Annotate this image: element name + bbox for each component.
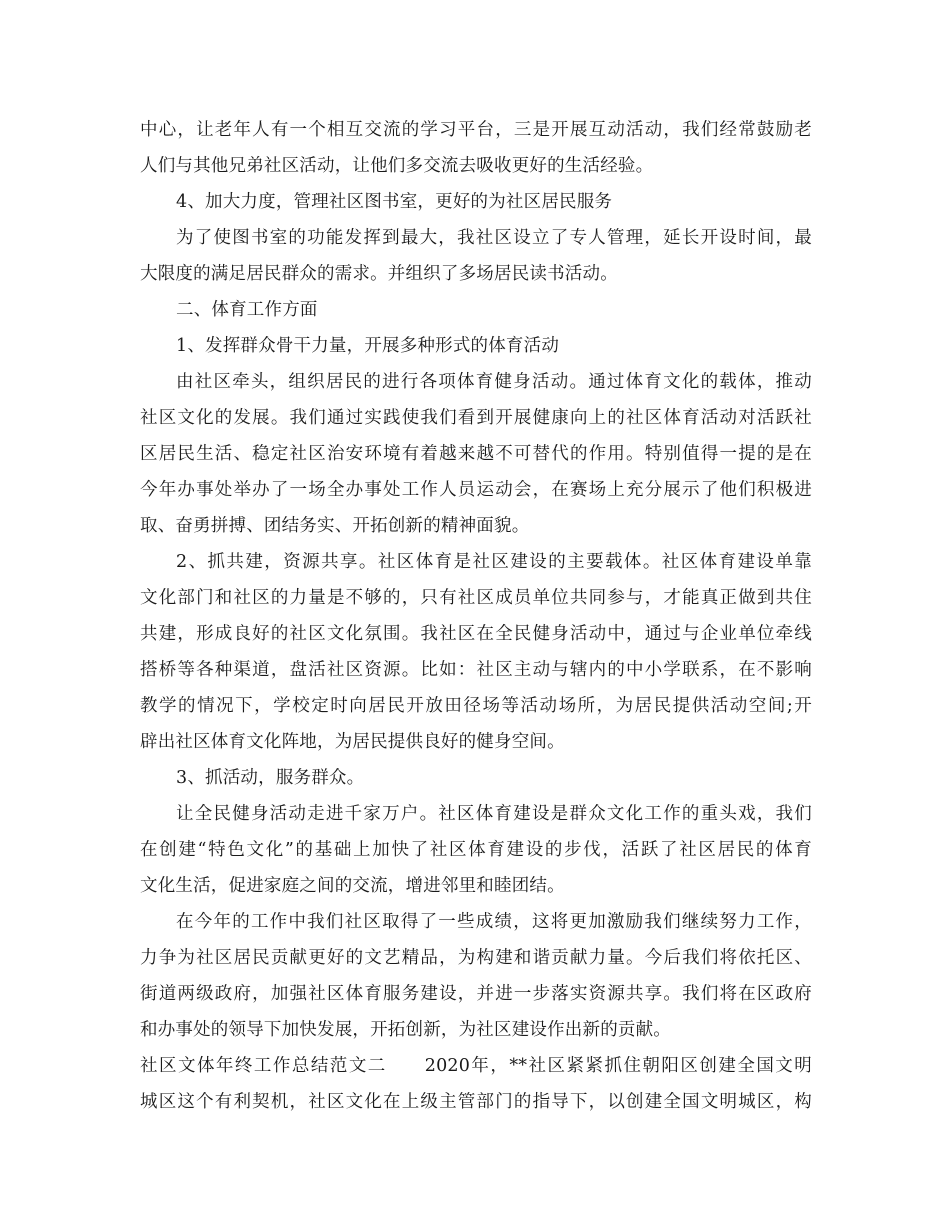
text-line: 由社区牵头，组织居民的进行各项体育健身活动。通过体育文化的载体，推动 xyxy=(176,372,812,392)
text-line: 区居民生活、稳定社区治安环境有着越来越不可替代的作用。特别值得一提的是在 xyxy=(140,444,812,464)
text-line: 教学的情况下，学校定时向居民开放田径场等活动场所，为居民提供活动空间;开 xyxy=(140,696,812,716)
text-line: 文化生活，促进家庭之间的交流，增进邻里和睦团结。 xyxy=(140,876,565,896)
text-line: 城区这个有利契机，社区文化在上级主管部门的指导下，以创建全国文明城区，构 xyxy=(140,1092,812,1112)
text-line: 共建，形成良好的社区文化氛围。我社区在全民健身活动中，通过与企业单位牵线 xyxy=(140,624,812,644)
text-line: 辟出社区体育文化阵地，为居民提供良好的健身空间。 xyxy=(140,732,565,752)
text-line: 2、抓共建，资源共享。社区体育是社区建设的主要载体。社区体育建设单靠 xyxy=(176,552,812,572)
text-line: 街道两级政府，加强社区体育服务建设，并进一步落实资源共享。我们将在区政府 xyxy=(140,984,812,1004)
text-line: 让全民健身活动走进千家万户。社区体育建设是群众文化工作的重头戏，我们 xyxy=(176,804,812,824)
text-line: 取、奋勇拼搏、团结务实、开拓创新的精神面貌。 xyxy=(140,516,530,536)
section-subheading: 1、发挥群众骨干力量，开展多种形式的体育活动 xyxy=(176,336,560,356)
text-line: 在创建“特色文化”的基础上加快了社区体育建设的步伐，活跃了社区居民的体育 xyxy=(140,840,812,860)
text-line: 搭桥等各种渠道，盘活社区资源。比如：社区主动与辖内的中小学联系，在不影响 xyxy=(140,660,812,680)
text-line: 为了使图书室的功能发挥到最大，我社区设立了专人管理，延长开设时间，最 xyxy=(176,228,812,248)
text-line: 和办事处的领导下加快发展，开拓创新，为社区建设作出新的贡献。 xyxy=(140,1020,671,1040)
text-line: 大限度的满足居民群众的需求。并组织了多场居民读书活动。 xyxy=(140,264,618,284)
text-line: 力争为社区居民贡献更好的文艺精品，为构建和谐贡献力量。今后我们将依托区、 xyxy=(140,948,812,968)
section-heading: 二、体育工作方面 xyxy=(176,300,318,320)
text-line: 人们与其他兄弟社区活动，让他们多交流去吸收更好的生活经验。 xyxy=(140,156,654,176)
text-line: 社区文化的发展。我们通过实践使我们看到开展健康向上的社区体育活动对活跃社 xyxy=(140,408,812,428)
text-line: 在今年的工作中我们社区取得了一些成绩，这将更加激励我们继续努力工作， xyxy=(176,912,812,932)
text-line: 文化部门和社区的力量是不够的，只有社区成员单位共同参与，才能真正做到共住 xyxy=(140,588,812,608)
article-title-line: 社区文体年终工作总结范文二 2020年，**社区紧紧抓住朝阳区创建全国文明 xyxy=(140,1056,812,1076)
text-line: 今年办事处举办了一场全办事处工作人员运动会，在赛场上充分展示了他们积极进 xyxy=(140,480,812,500)
text-line: 中心，让老年人有一个相互交流的学习平台，三是开展互动活动，我们经常鼓励老 xyxy=(140,120,812,140)
section-subheading: 4、加大力度，管理社区图书室，更好的为社区居民服务 xyxy=(176,192,613,212)
section-subheading: 3、抓活动，服务群众。 xyxy=(176,768,365,788)
